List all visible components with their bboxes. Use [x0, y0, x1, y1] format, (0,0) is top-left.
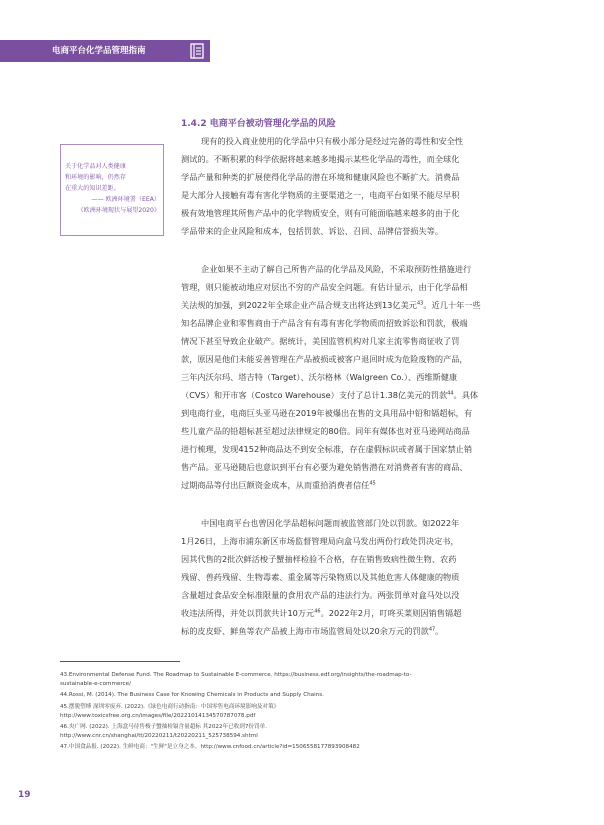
text-line	[181, 622, 551, 640]
text-line: 知名品牌企业和零售商由于产品含有有毒有害化学物质而招致诉讼和罚款，极端	[181, 318, 468, 328]
text-line: 残留、兽药残留、生物毒素、重金属等污染物质以及其他危害人体健康的物质	[181, 572, 460, 582]
footnote-ref[interactable]: 44	[447, 390, 454, 397]
text-line: 到电商行业，电商巨头亚马逊在2019年被爆出在售的文具用品中铅和镉超标，有	[181, 408, 473, 418]
footnote-link[interactable]: http://www.toxicsfree.org.cn/images/file/20221014134570787078.pdf	[60, 712, 256, 719]
quote-line: 和环境的影响，仍然存	[65, 174, 126, 181]
footnote-ref[interactable]: 46	[314, 608, 321, 615]
text-segment: 。具体	[453, 390, 479, 400]
text-segment: 收违法所得，并处以罚款共计10万元	[181, 608, 315, 618]
text-line: 三年内沃尔玛、塔吉特（Target）、沃尔格林（Walgreen Co.）、西维斯健康	[181, 372, 458, 382]
book-icon	[190, 43, 204, 59]
text-segment: 。2022年2月，叮咚买菜则因销售镉超	[320, 608, 462, 618]
footnote-ref[interactable]: 45	[369, 480, 376, 487]
quote-attribution: —— 欧洲环境署（EEA）	[91, 196, 160, 203]
footnote-link[interactable]: sustainable-e-commerce/	[60, 680, 131, 687]
text-line	[181, 386, 551, 404]
text-line: 极有效地管理其所售产品中的化学物质安全，则有可能面临越来越多的由于化	[181, 208, 460, 218]
header-title: 电商平台化学品管理指南	[52, 46, 146, 56]
text-line	[181, 296, 551, 314]
text-line	[181, 476, 551, 494]
text-segment: 。近几十年一些	[423, 300, 481, 310]
text-line: 款，原因是他们未能妥善管理在产品被损或被客户退回时成为危险废物的产品，	[181, 354, 468, 364]
footnote-text: 46.央广网. (2022). 上海盒马待售梭子蟹抽检镉含量超标 其2022年已收到7份罚单.	[60, 724, 267, 731]
text-line: 学品带来的企业风险和成本，包括罚款、诉讼、召回、品牌信誉损失等。	[181, 226, 444, 236]
paragraph-3	[181, 514, 551, 640]
footnote-text: 44.Rossi, M. (2014). The Business Case for Knowing Chemicals in Products and Supply Chains.	[60, 692, 324, 699]
footnote-46	[60, 723, 540, 741]
text-line: 学品产量和种类的扩展使得化学品的潜在环境和健康风险也不断扩大。消费品	[181, 172, 460, 182]
text-line: 些儿童产品的铅超标甚至超过法律规定的80倍。同年有媒体也对亚马逊网站商品	[181, 426, 470, 436]
text-line: 中国电商平台也曾因化学品超标问题而被监管部门处以罚款。如2022年	[201, 518, 460, 528]
footnote-44	[60, 691, 540, 700]
text-segment: 标的皮皮虾、鲜鱼等农产品被上海市市场监管局处以20余万元的罚款	[181, 626, 429, 636]
page-number: 19	[18, 790, 31, 800]
text-line: 企业如果不主动了解自己所售产品的化学品及风险，不采取预防性措施进行	[201, 264, 472, 274]
text-line	[181, 604, 551, 622]
text-line: 现有的投入商业使用的化学品中只有极小部分是经过完备的毒性和安全性	[201, 136, 464, 146]
text-line: 是大部分人接触有毒有害化学物质的主要渠道之一，电商平台如果不能尽早积	[181, 190, 460, 200]
text-line: 情况下甚至导致企业破产。据统计，美国监管机构对几家主流零售商征收了罚	[181, 336, 460, 346]
text-line: 测试的。不断积累的科学依据将越来越多地揭示某些化学品的毒性，而全球化	[181, 154, 460, 164]
text-line: 管理，则只能被动地应对层出不穷的产品安全问题。有估计显示，由于化学品相	[181, 282, 468, 292]
text-line: 1月26日，上海市浦东新区市场监督管理局向盒马发出两份行政处罚决定书，	[181, 536, 459, 546]
footnote-text: 45.摆脱塑缚 深圳零废弃. (2022).《绿色电商行动指南：中国零售电商环境影响及对策》	[60, 703, 280, 710]
quote-source: 《欧洲环境现状与展望2020》	[77, 207, 160, 214]
footnote-47	[60, 743, 540, 752]
text-segment: 关法规的加强，到2022年全球企业产品合规支出将达到13亿美元	[181, 300, 417, 310]
paragraph-1	[181, 132, 551, 240]
pull-quote	[60, 144, 164, 236]
footnote-text: 43.Environmental Defense Fund. The Roadmap to Sustainable E-commerce. https://business.edf.org/insights/the-roadmap-to-	[60, 672, 412, 678]
footnote-text: 47.中国食品报. (2022). 生鲜电商："生鲜"是立身之本。http://www.cnfood.cn/article?id=1506558177893908482	[60, 744, 360, 751]
footnote-ref[interactable]: 47	[428, 626, 436, 633]
footnote-divider	[60, 661, 180, 662]
quote-line: 关于化学品对人类健康	[65, 163, 126, 170]
text-line: 含量超过食品安全标准限量的食用农产品的违法行为。两张罚单对盒马处以没	[181, 590, 460, 600]
text-segment: 。	[435, 626, 444, 636]
text-line: 售产品。亚马逊随后也意识到平台有必要为避免销售潜在对消费者有害的商品、	[181, 462, 468, 472]
footnotes	[60, 671, 540, 755]
text-line: 进行梳理，发现4152种商品达不到安全标准，存在虚假标识或者属于国家禁止销	[181, 444, 473, 454]
header-bar	[0, 40, 210, 62]
paragraph-2	[181, 260, 551, 494]
text-segment: （CVS）和开市客（Costco Warehouse）支付了总计1.38亿美元的罚款	[181, 390, 448, 400]
footnote-ref[interactable]: 43	[416, 300, 424, 307]
text-line: 因其代售的2批次鲜活梭子蟹抽样检验不合格，存在销售致病性微生物、农药	[181, 554, 457, 564]
quote-line: 在重大的知识差距。	[65, 185, 120, 192]
section-heading: 1.4.2 电商平台被动管理化学品的风险	[181, 119, 336, 129]
footnote-45	[60, 703, 540, 721]
footnote-43	[60, 671, 540, 689]
footnote-link[interactable]: http://www.cnr.cn/shanghai/tt/20220211/t20220211_525738594.shtml	[60, 732, 258, 739]
text-segment: 过期商品等付出巨额资金成本，从而重拾消费者信任	[181, 480, 370, 490]
